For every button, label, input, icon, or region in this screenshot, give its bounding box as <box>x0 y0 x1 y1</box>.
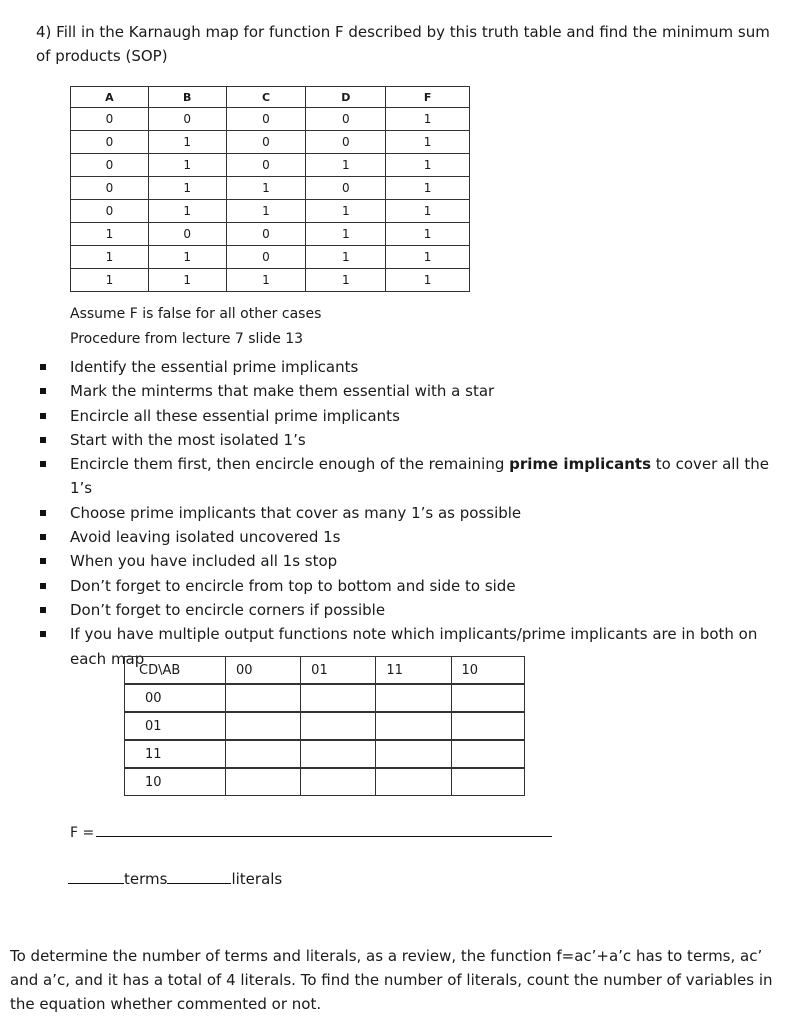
terms-blank[interactable] <box>68 869 124 884</box>
kmap-row <box>125 685 524 713</box>
kmap-cell[interactable] <box>452 741 524 769</box>
f-answer-blank[interactable] <box>96 822 552 837</box>
kmap-col-label: 00 <box>226 657 301 685</box>
truth-table-cell: 1 <box>148 131 226 154</box>
kmap-cell[interactable] <box>226 685 301 713</box>
truth-table-cell: 1 <box>226 200 306 223</box>
kmap-cell[interactable] <box>226 713 301 741</box>
truth-table <box>70 86 470 292</box>
kmap-header-row <box>125 657 524 685</box>
truth-table-cell: 0 <box>306 177 386 200</box>
kmap-row-label: 11 <box>125 741 226 769</box>
step-item: Start with the most isolated 1’s <box>36 428 786 452</box>
procedure-note: Procedure from lecture 7 slide 13 <box>70 331 304 347</box>
assume-note: Assume F is false for all other cases <box>70 306 322 322</box>
truth-table-cell: 0 <box>148 108 226 131</box>
kmap-cell[interactable] <box>301 685 376 713</box>
truth-table-header-row <box>71 87 470 108</box>
procedure-steps <box>36 355 786 671</box>
truth-table-cell: 1 <box>71 246 149 269</box>
truth-table-cell: 0 <box>71 200 149 223</box>
truth-table-cell: 0 <box>226 223 306 246</box>
kmap-cell[interactable] <box>376 741 451 769</box>
step-bold-text: prime implicants <box>509 455 652 474</box>
truth-table-row <box>71 108 470 131</box>
question-text: 4) Fill in the Karnaugh map for function F described by this truth table and find the minimum sum of products (SOP) <box>36 23 770 65</box>
truth-table-cell: 1 <box>148 246 226 269</box>
truth-table-cell: 1 <box>71 223 149 246</box>
header-a: A <box>71 87 149 108</box>
step-item: Mark the minterms that make them essential with a star <box>36 379 786 403</box>
truth-table-row <box>71 200 470 223</box>
kmap-cell[interactable] <box>226 741 301 769</box>
f-answer-line <box>70 822 552 841</box>
truth-table-cell: 1 <box>306 269 386 292</box>
karnaugh-map <box>124 656 525 796</box>
truth-table-cell: 0 <box>226 131 306 154</box>
step-item: Avoid leaving isolated uncovered 1s <box>36 525 786 549</box>
truth-table-cell: 1 <box>306 223 386 246</box>
truth-table-row <box>71 177 470 200</box>
header-b: B <box>148 87 226 108</box>
kmap-col-label: 10 <box>452 657 524 685</box>
step-item: Don’t forget to encircle corners if possible <box>36 598 786 622</box>
kmap-cell[interactable] <box>226 769 301 795</box>
kmap-row-label: 10 <box>125 769 226 795</box>
truth-table-row <box>71 154 470 177</box>
kmap-row-label: 00 <box>125 685 226 713</box>
truth-table-cell: 1 <box>386 177 470 200</box>
terms-label: terms <box>124 870 168 888</box>
truth-table-cell: 1 <box>386 200 470 223</box>
kmap-row <box>125 713 524 741</box>
step-text: Encircle them first, then encircle enough of the remaining <box>70 455 510 474</box>
kmap-cell[interactable] <box>301 769 376 795</box>
step-item: Identify the essential prime implicants <box>36 355 786 379</box>
truth-table-cell: 1 <box>386 154 470 177</box>
truth-table-cell: 0 <box>226 108 306 131</box>
kmap-row-label: 01 <box>125 713 226 741</box>
truth-table-cell: 1 <box>226 269 306 292</box>
truth-table-cell: 0 <box>226 154 306 177</box>
header-c: C <box>226 87 306 108</box>
header-d: D <box>306 87 386 108</box>
truth-table-cell: 1 <box>386 223 470 246</box>
step-item: Choose prime implicants that cover as many 1’s as possible <box>36 501 786 525</box>
truth-table-cell: 0 <box>306 108 386 131</box>
truth-table-cell: 0 <box>71 177 149 200</box>
kmap-cell[interactable] <box>452 685 524 713</box>
literals-blank[interactable] <box>167 869 231 884</box>
truth-table-cell: 0 <box>148 223 226 246</box>
truth-table-cell: 0 <box>71 108 149 131</box>
truth-table-row <box>71 131 470 154</box>
kmap-corner-label: CD\AB <box>125 657 226 685</box>
kmap-row <box>125 741 524 769</box>
literals-label: literals <box>231 870 283 888</box>
kmap-cell[interactable] <box>301 713 376 741</box>
kmap-col-label: 11 <box>376 657 451 685</box>
truth-table-cell: 1 <box>148 200 226 223</box>
terms-literals-line <box>68 869 282 888</box>
truth-table-cell: 1 <box>386 246 470 269</box>
truth-table-cell: 1 <box>386 108 470 131</box>
truth-table-cell: 1 <box>386 131 470 154</box>
header-f: F <box>386 87 470 108</box>
truth-table-cell: 1 <box>306 246 386 269</box>
truth-table-cell: 1 <box>386 269 470 292</box>
step-item: Don’t forget to encircle from top to bottom and side to side <box>36 574 786 598</box>
truth-table-cell: 0 <box>226 246 306 269</box>
step-text-tail: to cover all the 1’s <box>70 455 769 498</box>
step-item: When you have included all 1s stop <box>36 549 786 573</box>
kmap-cell[interactable] <box>452 713 524 741</box>
truth-table-row <box>71 246 470 269</box>
step-item: If you have multiple output functions note which implicants/prime implicants are in both on each map <box>36 622 786 671</box>
f-label: F = <box>70 825 95 841</box>
truth-table-cell: 1 <box>226 177 306 200</box>
kmap-row <box>125 769 524 795</box>
truth-table-cell: 0 <box>306 131 386 154</box>
kmap-cell[interactable] <box>376 713 451 741</box>
truth-table-cell: 1 <box>148 269 226 292</box>
review-paragraph: To determine the number of terms and literals, as a review, the function f=ac’+a’c has to terms, ac’ and a’c, and it has a total of 4 literals. To find the number of literals, count the number of variables in the equation whether commented or not. <box>10 947 773 1013</box>
step-item: Encircle all these essential prime implicants <box>36 404 786 428</box>
kmap-cell[interactable] <box>452 769 524 795</box>
truth-table-cell: 0 <box>71 131 149 154</box>
truth-table-row <box>71 269 470 292</box>
truth-table-cell: 1 <box>148 154 226 177</box>
truth-table-row <box>71 223 470 246</box>
truth-table-cell: 1 <box>306 200 386 223</box>
truth-table-cell: 1 <box>71 269 149 292</box>
kmap-cell[interactable] <box>376 685 451 713</box>
truth-table-cell: 0 <box>71 154 149 177</box>
step-item <box>36 452 786 501</box>
kmap-cell[interactable] <box>301 741 376 769</box>
kmap-cell[interactable] <box>376 769 451 795</box>
truth-table-cell: 1 <box>306 154 386 177</box>
kmap-col-label: 01 <box>301 657 376 685</box>
truth-table-cell: 1 <box>148 177 226 200</box>
